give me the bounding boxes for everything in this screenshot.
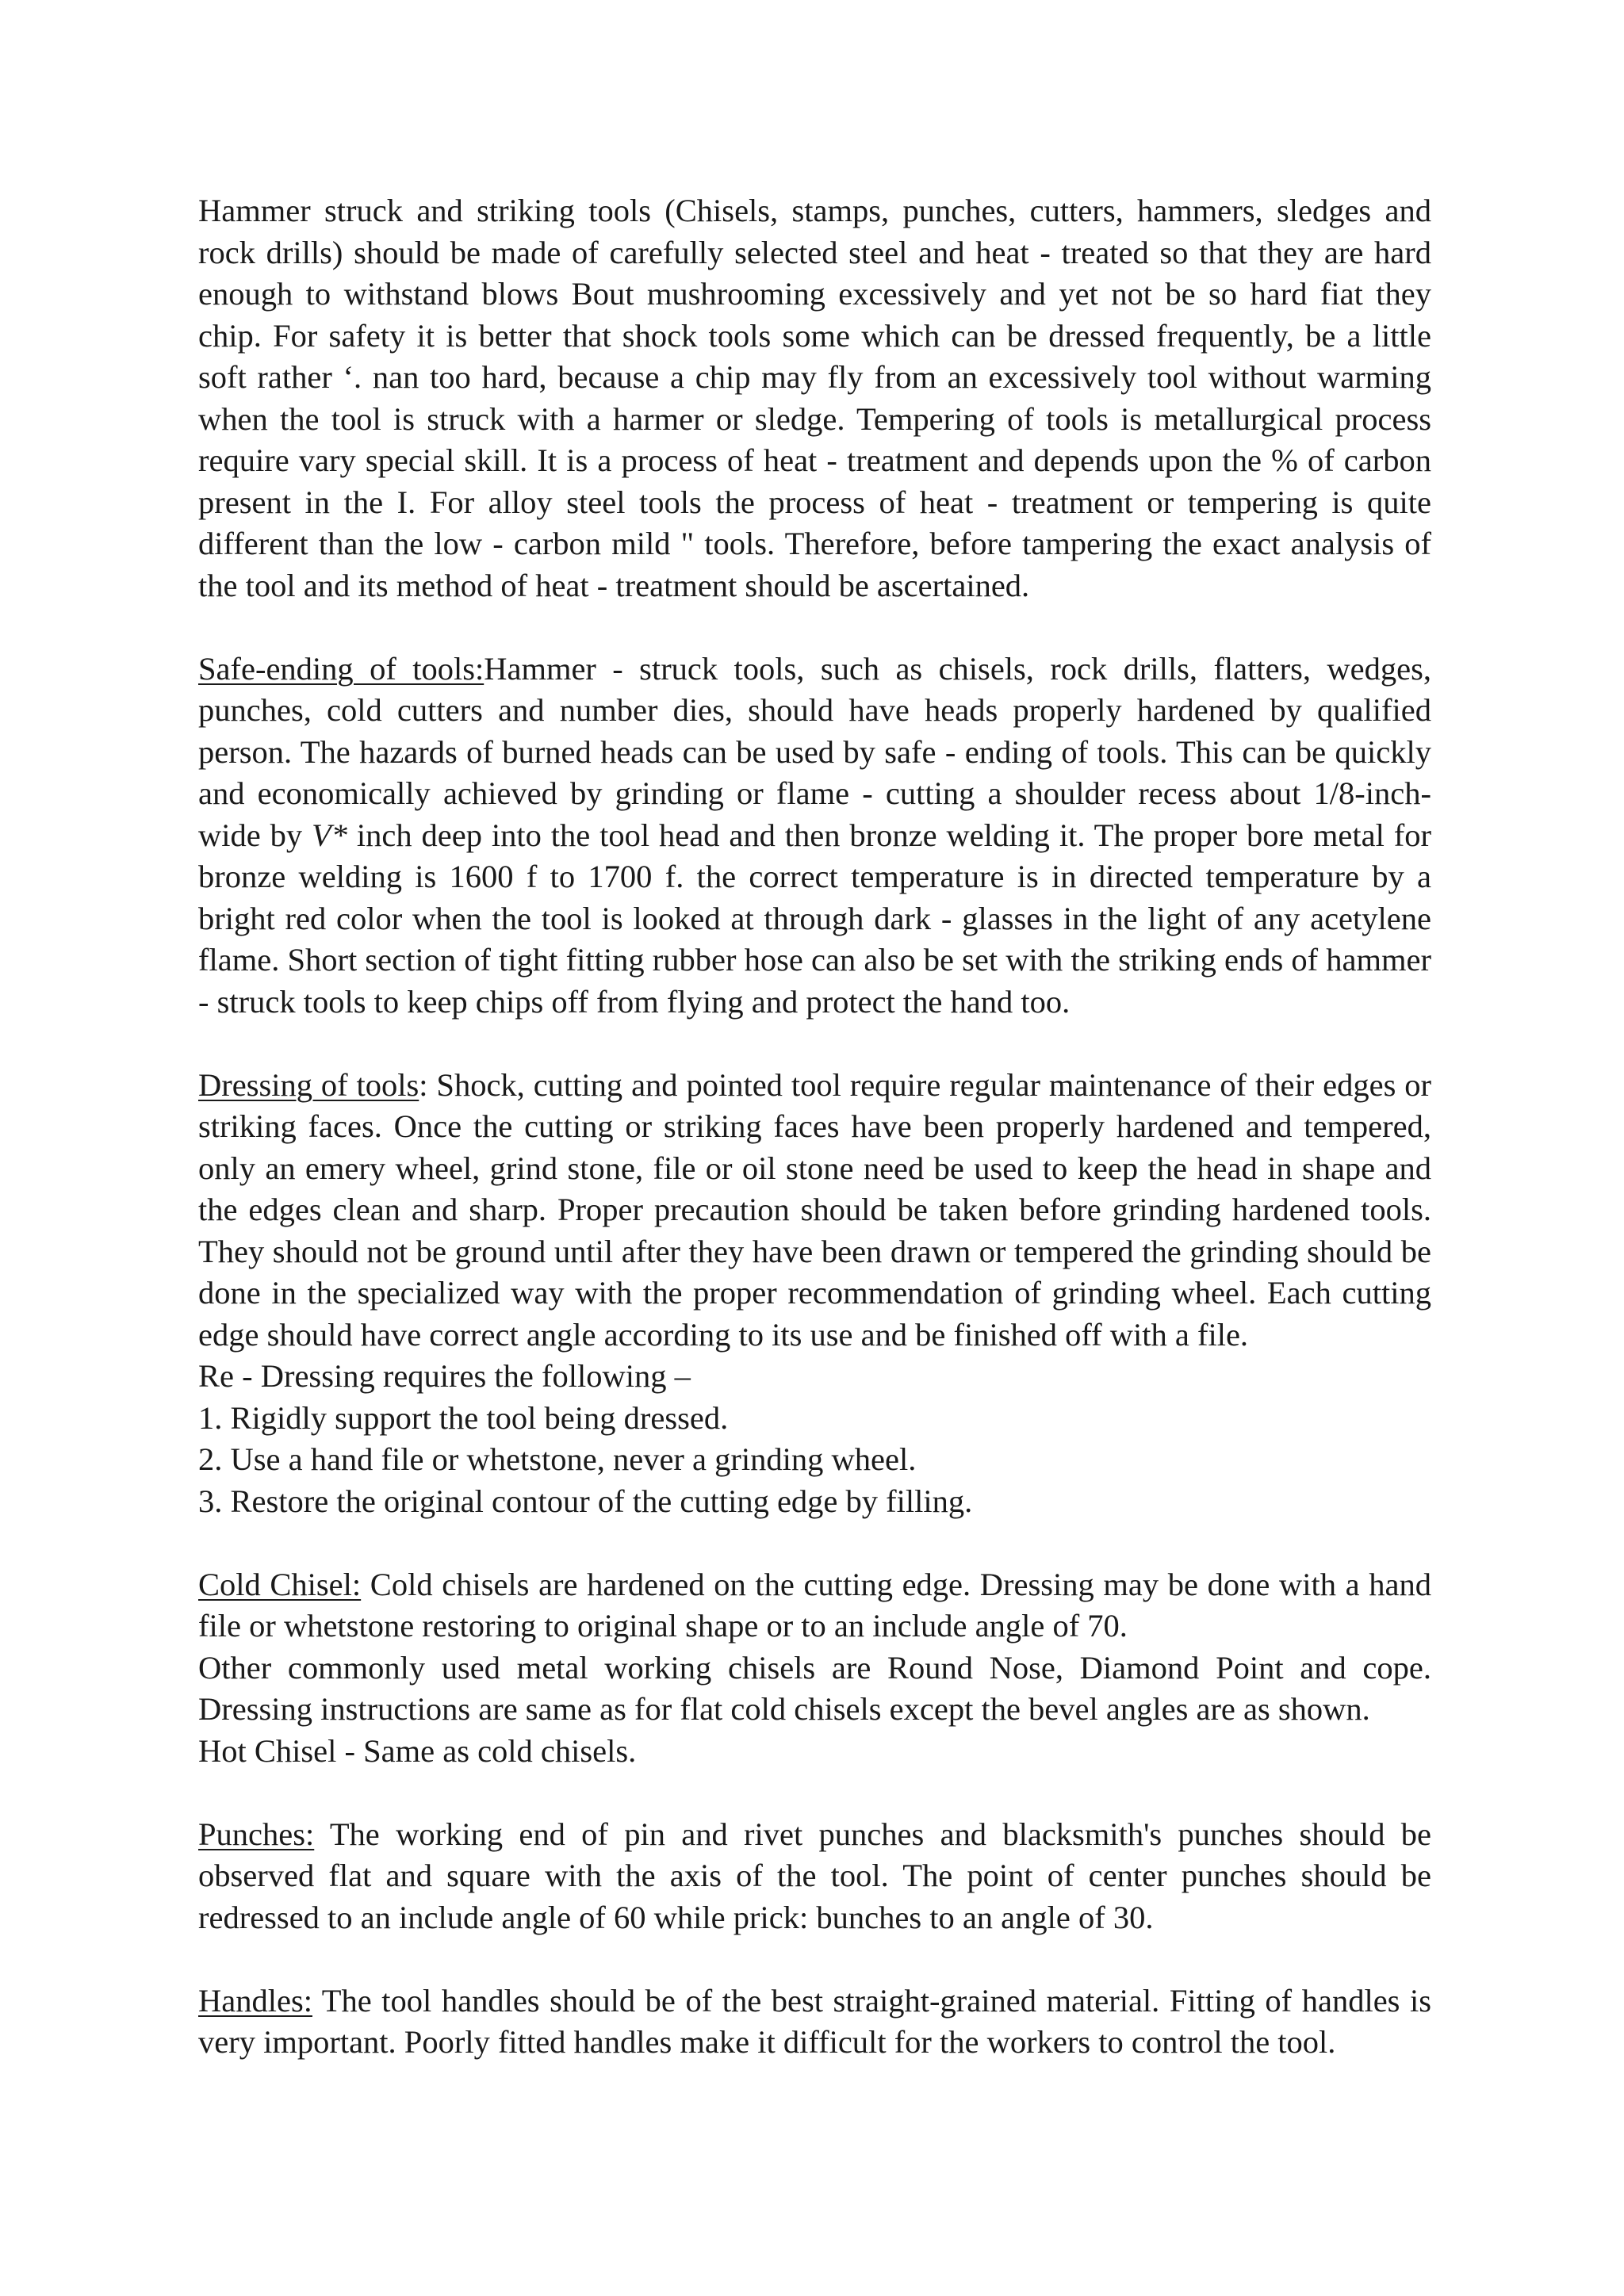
cold-chisel-text: Cold chisels are hardened on the cutting edge. Dressing may be done with a hand file or whetstone restoring to original shape or to an include angle of 70. bbox=[198, 1566, 1431, 1644]
safe-ending-heading: Safe-ending of tools: bbox=[198, 650, 485, 687]
redressing-step: 1. Rigidly support the tool being dressed. bbox=[198, 1399, 729, 1436]
safe-ending-italic: V* bbox=[312, 817, 348, 853]
dressing-text: : Shock, cutting and pointed tool require regular maintenance of their edges or striking faces. Once the cutting or striking faces have been properly hardened and tempered, only an emery wheel, grind stone, file or oil stone need be used to keep the head in shape and the edges clean and sharp. Proper precaution should be taken before grinding hardened tools. They should not be ground until after they have been drawn or tempered the grinding should be done in the specialized way with the proper recommendation of grinding wheel. Each cutting edge should have correct angle according to its use and be finished off with a file. bbox=[198, 1066, 1431, 1353]
safe-ending-text-before: Hammer - struck tools, such as chisels, rock drills, flatters, wedges, punches, cold cutters and number dies, should have heads properly hardened by qualified person. The hazards of burned heads can be used by safe - ending of tools. This can be quickly and economically achieved by grinding or flame - cutting a shoulder recess about 1/8-inch-wide by bbox=[198, 650, 1431, 853]
handles-paragraph bbox=[198, 1980, 1431, 2064]
cold-chisel-text-2: Other commonly used metal working chisels are Round Nose, Diamond Point and cope. Dressing instructions are same as for flat cold chisels except the bevel angles are as shown. bbox=[198, 1649, 1431, 1727]
punches-text: The working end of pin and rivet punches and blacksmith's punches should be observed flat and square with the axis of the tool. The point of center punches should be redressed to an include angle of 60 while prick: bunches to an angle of 30. bbox=[198, 1816, 1431, 1935]
handles-heading: Handles: bbox=[198, 1982, 312, 2019]
dressing-paragraph bbox=[198, 1065, 1431, 1357]
punches-heading: Punches: bbox=[198, 1816, 315, 1852]
intro-text: Hammer struck and striking tools (Chisels, stamps, punches, cutters, hammers, sledges and rock drills) should be made of carefully selected steel and heat - treated so that they are hard enough to withstand blows Bout mushrooming excessively and yet not be so hard fiat they chip. For safety it is better that shock tools some which can be dressed frequently, be a little soft rather ‘. nan too hard, because a chip may fly from an excessively tool without warming when the tool is struck with a harmer or sledge. Tempering of tools is metallurgical process require vary special skill. It is a process of heat - treatment and depends upon the % of carbon present in the I. For alloy steel tools the process of heat - treatment or tempering is quite different than the low - carbon mild " tools. Therefore, before tampering the exact analysis of the tool and its method of heat - treatment should be ascertained. bbox=[198, 193, 1431, 603]
dressing-heading: Dressing of tools bbox=[198, 1066, 419, 1103]
handles-text: The tool handles should be of the best straight-grained material. Fitting of handles is very important. Poorly fitted handles make it difficult for the workers to control the tool. bbox=[198, 1982, 1431, 2060]
safe-ending-text-after: inch deep into the tool head and then bronze welding it. The proper bore metal for bronze welding is 1600 f to 1700 f. the correct temperature is in directed temperature by a bright red color when the tool is looked at through dark - glasses in the light of any acetylene flame. Short section of tight fitting rubber hose can also be set with the striking ends of hammer - struck tools to keep chips off from flying and protect the hand too. bbox=[198, 817, 1431, 1020]
redressing-step: 3. Restore the original contour of the cutting edge by filling. bbox=[198, 1483, 973, 1519]
spacer bbox=[198, 1522, 1431, 1564]
cold-chisel-heading: Cold Chisel: bbox=[198, 1566, 362, 1602]
cold-chisel-paragraph-2 bbox=[198, 1647, 1431, 1731]
intro-paragraph bbox=[198, 190, 1431, 607]
redressing-step: 2. Use a hand file or whetstone, never a grinding wheel. bbox=[198, 1441, 917, 1477]
document-body bbox=[198, 190, 1431, 2105]
cold-chisel-paragraph bbox=[198, 1564, 1431, 1647]
punches-paragraph bbox=[198, 1814, 1431, 1939]
redressing-intro: Re - Dressing requires the following – bbox=[198, 1358, 691, 1394]
spacer bbox=[198, 1772, 1431, 1814]
safe-ending-paragraph bbox=[198, 649, 1431, 1024]
hot-chisel-line: Hot Chisel - Same as cold chisels. bbox=[198, 1732, 637, 1769]
